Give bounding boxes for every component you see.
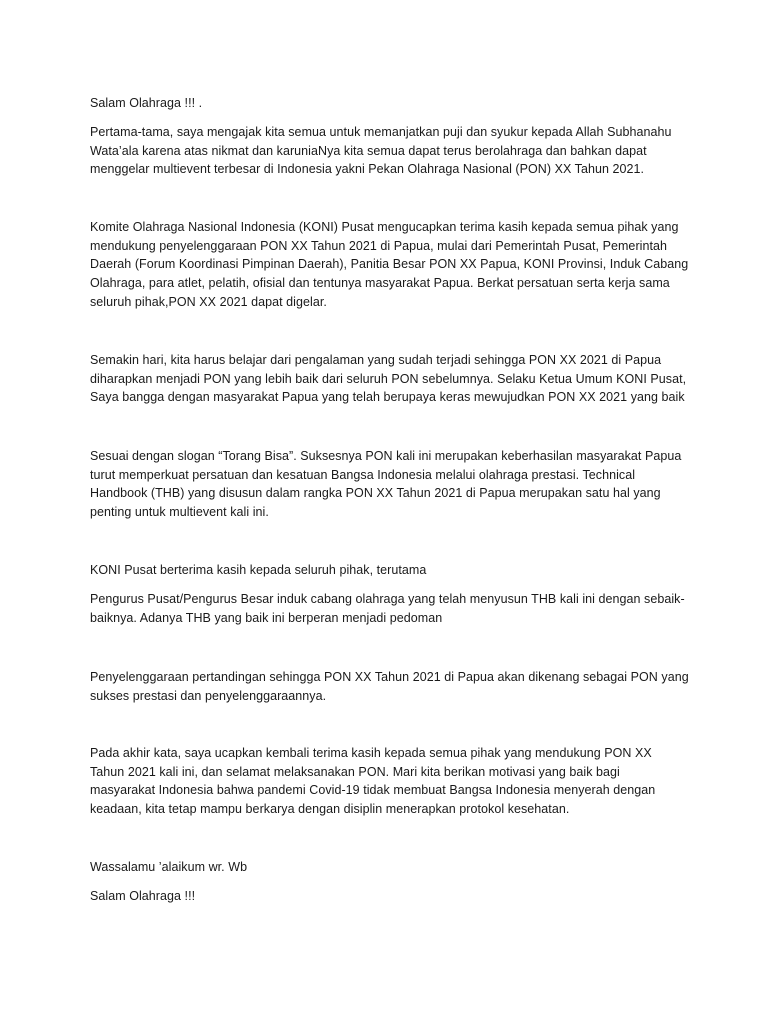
paragraph-pengurus: Pengurus Pusat/Pengurus Besar induk cabang olahraga yang telah menyusun THB kali ini dengan sebaik- baiknya. Adanya THB yang baik ini berperan menjadi pedoman	[90, 592, 685, 625]
paragraph-penyelenggaraan: Penyelenggaraan pertandingan sehingga PON XX Tahun 2021 di Papua akan dikenang sebagai PON yang sukses prestasi dan penyelenggaraannya.	[90, 670, 689, 703]
paragraph-koni-thanks: Komite Olahraga Nasional Indonesia (KONI) Pusat mengucapkan terima kasih kepada semua pihak yang mendukung penyelenggaraan PON XX Tahun 2021 di Papua, mulai dari Pemerintah Pusat, Pemerintah Daerah (Forum Koordinasi Pimpinan Daerah), Panitia Besar PON XX Papua, KONI Provinsi, Induk Cabang Olahraga, para atlet, pelatih, ofisial dan tentunya masyarakat Papua. Berkat persatuan serta kerja sama seluruh pihak,PON XX 2021 dapat digelar.	[90, 220, 689, 309]
paragraph-learning: Semakin hari, kita harus belajar dari pengalaman yang sudah terjadi sehingga PON XX 2021 di Papua diharapkan menjadi PON yang lebih baik dari seluruh PON sebelumnya. Selaku Ketua Umum KONI Pusat, Saya bangga dengan masyarakat Papua yang telah berupaya keras mewujudkan PON XX 2021 yang baik	[90, 353, 687, 405]
paragraph-opening: Pertama-tama, saya mengajak kita semua untuk memanjatkan puji dan syukur kepada Allah Subhanahu Wata’ala karena atas nikmat dan karuniaNya kita semua dapat terus berolahraga dan bahkan dapat menggelar multievent terbesar di Indonesia yakni Pekan Olahraga Nasional (PON) XX Tahun 2021.	[90, 125, 672, 177]
paragraph-koni-gratitude: KONI Pusat berterima kasih kepada seluruh pihak, terutama	[90, 563, 427, 577]
closing-salutation: Wassalamu ’alaikum wr. Wb	[90, 860, 248, 874]
signoff-text: Salam Olahraga !!!	[90, 889, 196, 903]
greeting-text: Salam Olahraga !!! .	[90, 96, 203, 110]
paragraph-closing-remarks: Pada akhir kata, saya ucapkan kembali terima kasih kepada semua pihak yang mendukung PON XX Tahun 2021 kali ini, dan selamat melaksanakan PON. Mari kita berikan motivasi yang baik bagi masyarakat Indonesia bahwa pandemi Covid-19 tidak membuat Bangsa Indonesia menyerah dengan keadaan, kita tetap mampu berkarya dengan disiplin menerapkan protokol kesehatan.	[90, 746, 656, 817]
paragraph-slogan: Sesuai dengan slogan “Torang Bisa”. Suksesnya PON kali ini merupakan keberhasilan masyarakat Papua turut memperkuat persatuan dan kesatuan Bangsa Indonesia melalui olahraga prestasi. Technical Handbook (THB) yang disusun dalam rangka PON XX Tahun 2021 di Papua merupakan satu hal yang penting untuk multievent kali ini.	[90, 449, 682, 520]
